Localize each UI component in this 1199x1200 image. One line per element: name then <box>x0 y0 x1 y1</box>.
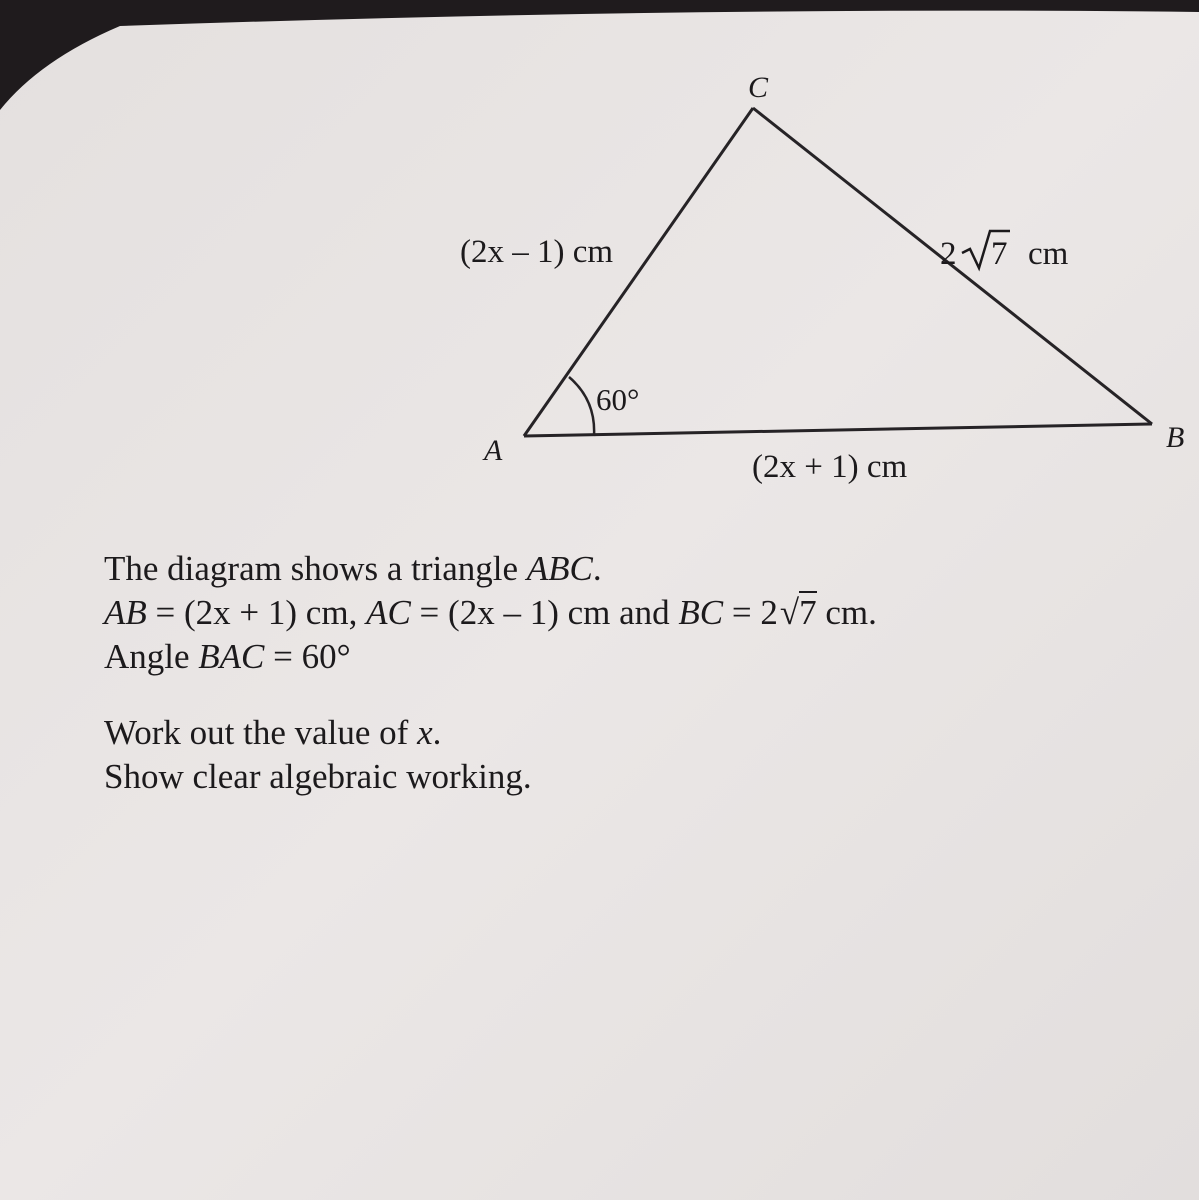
question-line-1 <box>104 547 877 591</box>
side-ab-value: = (2x + 1) cm, <box>146 593 367 632</box>
side-ab-name: AB <box>104 593 147 632</box>
side-bc-unit: cm <box>1028 236 1069 272</box>
angle-a-label: 60° <box>596 382 640 417</box>
question-line-3-text: Angle <box>104 637 199 676</box>
triangle-name: ABC <box>526 549 593 588</box>
side-bc-radicand-text: 7 <box>799 593 817 632</box>
side-bc-coefficient-text: = 2 <box>723 593 778 632</box>
side-ab-label: (2x + 1) cm <box>752 449 908 485</box>
vertex-a-label: A <box>484 434 503 467</box>
question-line-4-suffix: . <box>432 713 442 752</box>
vertex-c-label: C <box>748 71 769 104</box>
variable-x: x <box>417 713 433 752</box>
radical-symbol: √ <box>779 593 800 632</box>
side-bc-radicand: 7 <box>991 236 1008 272</box>
side-bc-unit-text: cm. <box>816 593 877 632</box>
paragraph-gap <box>104 679 877 711</box>
question-line-1-suffix: . <box>592 549 602 588</box>
angle-name: BAC <box>198 637 265 676</box>
side-bc-coefficient: 2 <box>940 236 957 272</box>
side-ac-value: = (2x – 1) cm and <box>410 593 679 632</box>
question-line-2 <box>104 591 877 635</box>
angle-value: = 60° <box>264 637 351 676</box>
question-line-4-text: Work out the value of <box>104 713 418 752</box>
question-line-1-text: The diagram shows a triangle <box>104 549 527 588</box>
question-line-4 <box>104 711 877 755</box>
side-ac-name: AC <box>366 593 411 632</box>
question-line-5-text: Show clear algebraic working. <box>104 757 532 796</box>
side-ac-label: (2x – 1) cm <box>460 234 614 270</box>
question-line-5 <box>104 755 877 799</box>
question-text <box>104 547 877 799</box>
question-line-3 <box>104 635 877 679</box>
side-bc-name: BC <box>678 593 724 632</box>
vertex-b-label: B <box>1166 421 1185 454</box>
